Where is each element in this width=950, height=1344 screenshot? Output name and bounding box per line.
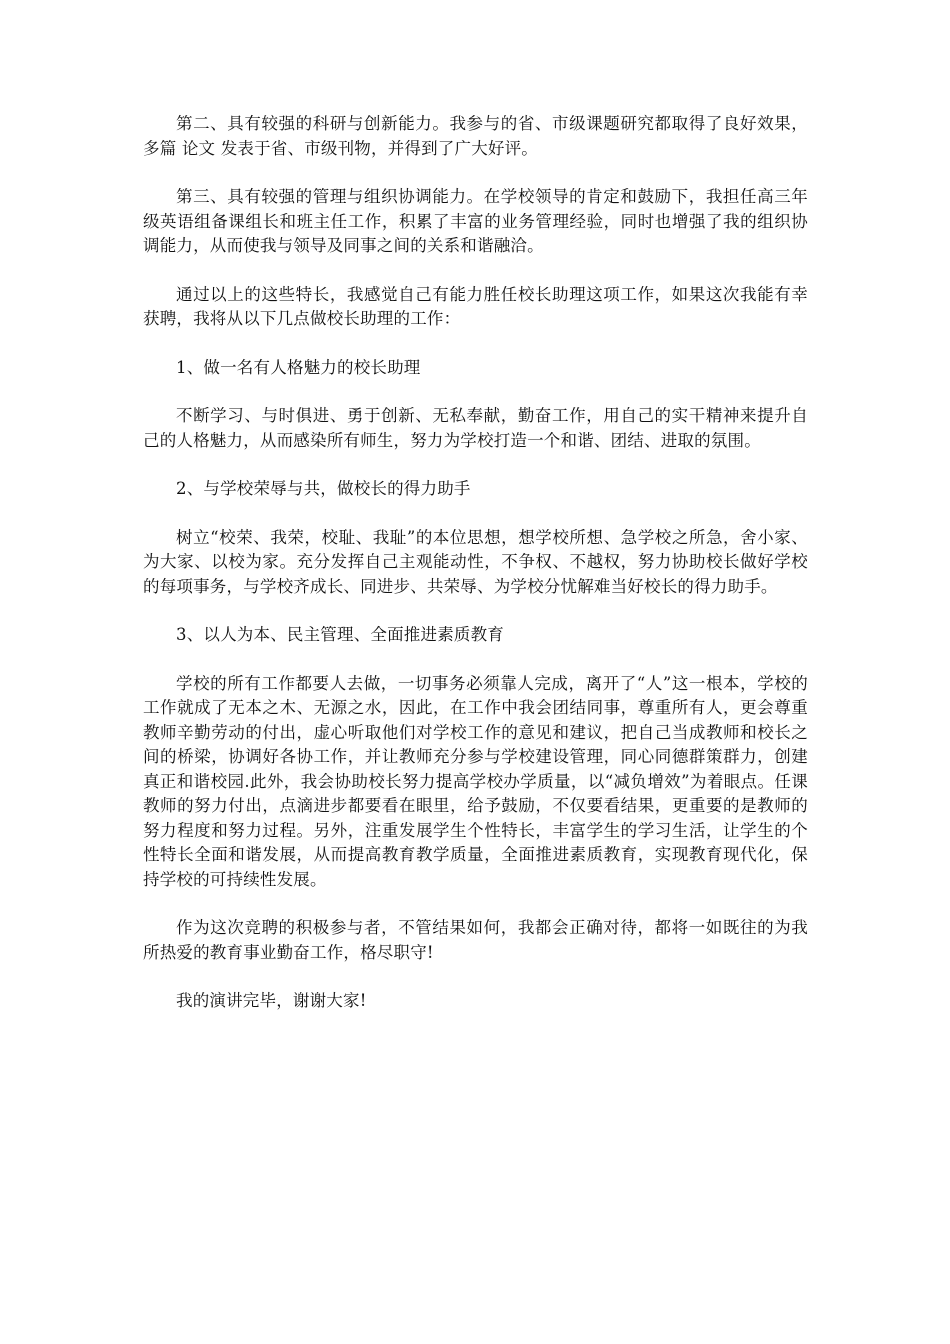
- paragraph-closing-thanks: 我的演讲完毕，谢谢大家!: [176, 991, 367, 1010]
- paragraph-closing-attitude: 作为这次竞聘的积极参与者，不管结果如何，我都会正确对待，都将一如既往的为我所热爱的教育事业勤奋工作，格尽职守!: [143, 918, 808, 962]
- section-heading-1: 1、做一名有人格魅力的校长助理: [176, 357, 421, 377]
- paragraph-intro-plan: 通过以上的这些特长，我感觉自己有能力胜任校长助理这项工作，如果这次我能有幸获聘，我将从以下几点做校长助理的工作：: [143, 284, 808, 328]
- section-heading-2: 2、与学校荣辱与共，做校长的得力助手: [176, 479, 471, 498]
- document-body: [143, 112, 808, 1038]
- paragraph-section-1: 不断学习、与时俱进、勇于创新、无私奉献，勤奋工作，用自己的实干精神来提升自己的人格魅力，从而感染所有师生，努力为学校打造一个和谐、团结、进取的氛围。: [143, 406, 808, 450]
- paragraph-section-3: 学校的所有工作都要人去做，一切事务必须靠人完成，离开了“人”这一根本，学校的工作就成了无本之木、无源之水，因此，在工作中我会团结同事，尊重所有人，更会尊重教师辛勤劳动的付出，虚心听取他们对学校工作的意见和建议，把自己当成教师和校长之间的桥梁，协调好各协工作，并让教师充分参与学校建设管理，同心同德群策群力，创建真正和谐校园.此外，我会协助校长努力提高学校办学质量，以“减负增效”为着眼点。任课教师的努力付出，点滴进步都要看在眼里，给予鼓励，不仅要看结果，更重要的是教师的努力程度和努力过程。另外，注重发展学生个性特长，丰富学生的学习生活，让学生的个性特长全面和谐发展，从而提高教育教学质量，全面推进素质教育，实现教育现代化，保持学校的可持续性发展。: [143, 673, 808, 889]
- section-heading-3: 3、以人为本、民主管理、全面推进素质教育: [176, 625, 504, 644]
- paragraph-management-ability: 第三、具有较强的管理与组织协调能力。在学校领导的肯定和鼓励下，我担任高三年级英语组备课组长和班主任工作，积累了丰富的业务管理经验，同时也增强了我的组织协调能力，从而使我与领导及同事之间的关系和谐融洽。: [143, 187, 808, 255]
- paragraph-section-2: 树立“校荣、我荣，校耻、我耻”的本位思想，想学校所想、急学校之所急，舍小家、为大家、以校为家。充分发挥自己主观能动性，不争权、不越权，努力协助校长做好学校的每项事务，与学校齐成长、同进步、共荣辱、为学校分忧解难当好校长的得力助手。: [143, 527, 808, 596]
- paragraph-research-ability: 第二、具有较强的科研与创新能力。我参与的省、市级课题研究都取得了良好效果，多篇 论文 发表于省、市级刊物，并得到了广大好评。: [143, 114, 808, 158]
